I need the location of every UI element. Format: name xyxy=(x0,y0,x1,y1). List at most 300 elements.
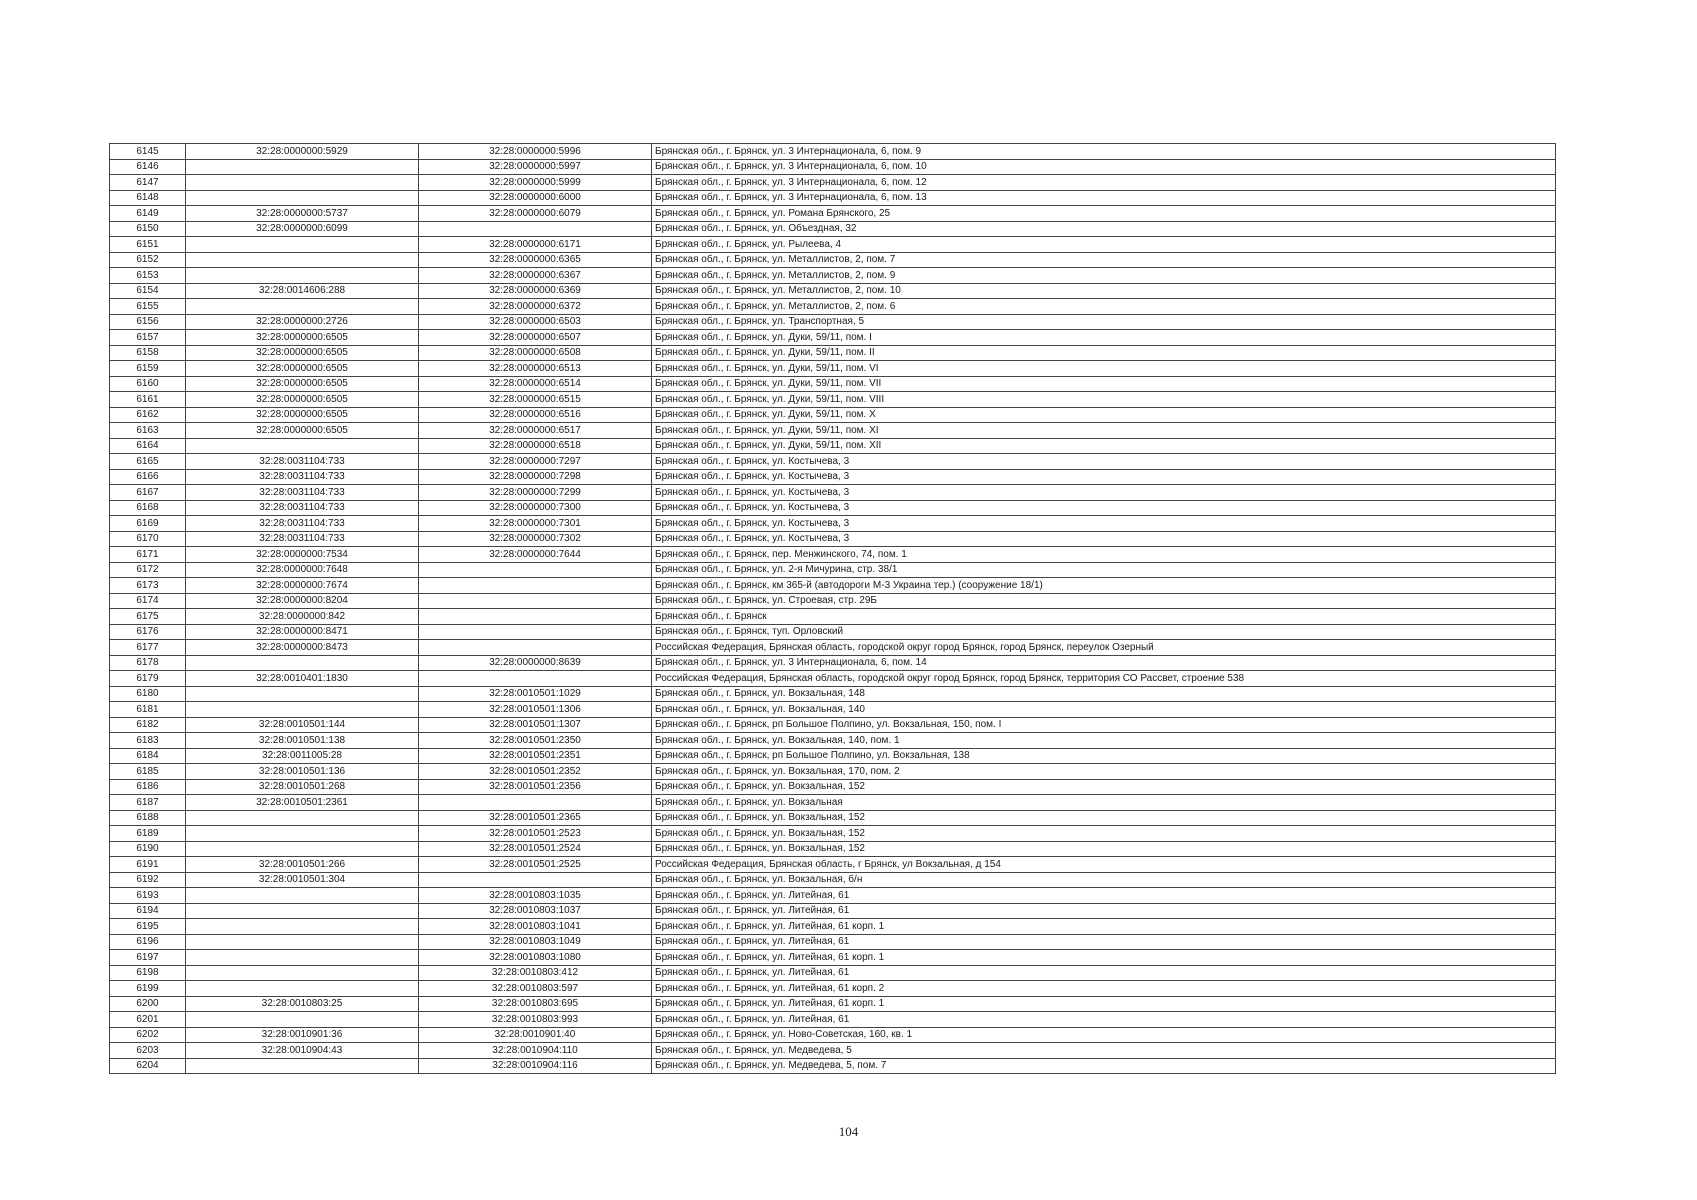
land-cadastral-number-cell xyxy=(186,438,419,454)
land-cadastral-number-cell: 32:28:0010501:2361 xyxy=(186,795,419,811)
row-number-cell: 6150 xyxy=(110,221,186,237)
address-cell: Брянская обл., г. Брянск, ул. Металлистов, 2, пом. 9 xyxy=(652,268,1556,284)
table-row xyxy=(110,345,1556,361)
table-row xyxy=(110,717,1556,733)
row-number-cell: 6189 xyxy=(110,826,186,842)
row-number-cell: 6198 xyxy=(110,965,186,981)
object-cadastral-number-cell: 32:28:0010501:1306 xyxy=(419,702,652,718)
object-cadastral-number-cell: 32:28:0000000:7644 xyxy=(419,547,652,563)
address-cell: Брянская обл., г. Брянск, ул. Рылеева, 4 xyxy=(652,237,1556,253)
row-number-cell: 6185 xyxy=(110,764,186,780)
address-cell: Российская Федерация, Брянская область, городской округ город Брянск, город Брянск, переулок Озерный xyxy=(652,640,1556,656)
land-cadastral-number-cell xyxy=(186,299,419,315)
object-cadastral-number-cell xyxy=(419,795,652,811)
address-cell: Брянская обл., г. Брянск, ул. Дуки, 59/11, пом. VI xyxy=(652,361,1556,377)
object-cadastral-number-cell: 32:28:0000000:6508 xyxy=(419,345,652,361)
table-row xyxy=(110,903,1556,919)
land-cadastral-number-cell: 32:28:0000000:842 xyxy=(186,609,419,625)
row-number-cell: 6181 xyxy=(110,702,186,718)
table-row xyxy=(110,252,1556,268)
table-row xyxy=(110,872,1556,888)
row-number-cell: 6153 xyxy=(110,268,186,284)
row-number-cell: 6166 xyxy=(110,469,186,485)
page-number: 104 xyxy=(838,1124,859,1139)
row-number-cell: 6149 xyxy=(110,206,186,222)
row-number-cell: 6174 xyxy=(110,593,186,609)
land-cadastral-number-cell: 32:28:0031104:733 xyxy=(186,454,419,470)
address-cell: Брянская обл., г. Брянск, ул. Дуки, 59/11, пом. XII xyxy=(652,438,1556,454)
table-row xyxy=(110,888,1556,904)
table-row xyxy=(110,810,1556,826)
address-cell: Российская Федерация, Брянская область, г Брянск, ул Вокзальная, д 154 xyxy=(652,857,1556,873)
row-number-cell: 6147 xyxy=(110,175,186,191)
object-cadastral-number-cell: 32:28:0000000:6513 xyxy=(419,361,652,377)
land-cadastral-number-cell xyxy=(186,950,419,966)
object-cadastral-number-cell: 32:28:0000000:6171 xyxy=(419,237,652,253)
object-cadastral-number-cell: 32:28:0000000:6507 xyxy=(419,330,652,346)
table-row xyxy=(110,934,1556,950)
land-cadastral-number-cell: 32:28:0010501:138 xyxy=(186,733,419,749)
object-cadastral-number-cell: 32:28:0000000:7300 xyxy=(419,500,652,516)
land-cadastral-number-cell xyxy=(186,919,419,935)
object-cadastral-number-cell: 32:28:0010501:2365 xyxy=(419,810,652,826)
table-row xyxy=(110,221,1556,237)
table-row xyxy=(110,175,1556,191)
address-cell: Брянская обл., г. Брянск, ул. Вокзальная, 140, пом. 1 xyxy=(652,733,1556,749)
object-cadastral-number-cell: 32:28:0000000:7298 xyxy=(419,469,652,485)
address-cell: Брянская обл., г. Брянск, ул. Литейная, 61 xyxy=(652,1012,1556,1028)
object-cadastral-number-cell: 32:28:0010501:2350 xyxy=(419,733,652,749)
address-cell: Брянская обл., г. Брянск, ул. Дуки, 59/11, пом. I xyxy=(652,330,1556,346)
row-number-cell: 6193 xyxy=(110,888,186,904)
row-number-cell: 6178 xyxy=(110,655,186,671)
land-cadastral-number-cell: 32:28:0010501:268 xyxy=(186,779,419,795)
row-number-cell: 6184 xyxy=(110,748,186,764)
object-cadastral-number-cell xyxy=(419,578,652,594)
table-row xyxy=(110,826,1556,842)
object-cadastral-number-cell xyxy=(419,609,652,625)
table-row xyxy=(110,841,1556,857)
table-row xyxy=(110,640,1556,656)
row-number-cell: 6175 xyxy=(110,609,186,625)
row-number-cell: 6176 xyxy=(110,624,186,640)
address-cell: Брянская обл., г. Брянск, ул. Дуки, 59/11, пом. VII xyxy=(652,376,1556,392)
row-number-cell: 6148 xyxy=(110,190,186,206)
address-cell: Брянская обл., г. Брянск, ул. Вокзальная, 170, пом. 2 xyxy=(652,764,1556,780)
land-cadastral-number-cell xyxy=(186,826,419,842)
address-cell: Брянская обл., г. Брянск, ул. Вокзальная, 152 xyxy=(652,810,1556,826)
object-cadastral-number-cell: 32:28:0000000:7302 xyxy=(419,531,652,547)
table-row xyxy=(110,578,1556,594)
row-number-cell: 6197 xyxy=(110,950,186,966)
table-row xyxy=(110,237,1556,253)
table-row xyxy=(110,1027,1556,1043)
land-cadastral-number-cell xyxy=(186,702,419,718)
row-number-cell: 6152 xyxy=(110,252,186,268)
object-cadastral-number-cell: 32:28:0000000:7299 xyxy=(419,485,652,501)
table-row xyxy=(110,671,1556,687)
address-cell: Брянская обл., г. Брянск, ул. Дуки, 59/11, пом. VIII xyxy=(652,392,1556,408)
table-row xyxy=(110,919,1556,935)
object-cadastral-number-cell: 32:28:0010901:40 xyxy=(419,1027,652,1043)
address-cell: Брянская обл., г. Брянск, ул. Литейная, 61 xyxy=(652,888,1556,904)
land-cadastral-number-cell: 32:28:0000000:6099 xyxy=(186,221,419,237)
registry-table-body xyxy=(110,144,1556,1074)
land-cadastral-number-cell: 32:28:0010803:25 xyxy=(186,996,419,1012)
row-number-cell: 6202 xyxy=(110,1027,186,1043)
table-row xyxy=(110,423,1556,439)
address-cell: Брянская обл., г. Брянск, ул. Литейная, 61 корп. 1 xyxy=(652,919,1556,935)
land-cadastral-number-cell: 32:28:0000000:5737 xyxy=(186,206,419,222)
object-cadastral-number-cell: 32:28:0000000:6518 xyxy=(419,438,652,454)
table-row xyxy=(110,857,1556,873)
land-cadastral-number-cell: 32:28:0000000:6505 xyxy=(186,330,419,346)
object-cadastral-number-cell: 32:28:0010803:1041 xyxy=(419,919,652,935)
row-number-cell: 6179 xyxy=(110,671,186,687)
address-cell: Брянская обл., г. Брянск, ул. Костычева, 3 xyxy=(652,516,1556,532)
land-cadastral-number-cell xyxy=(186,190,419,206)
land-cadastral-number-cell: 32:28:0010501:144 xyxy=(186,717,419,733)
row-number-cell: 6159 xyxy=(110,361,186,377)
address-cell: Брянская обл., г. Брянск, туп. Орловский xyxy=(652,624,1556,640)
row-number-cell: 6165 xyxy=(110,454,186,470)
address-cell: Брянская обл., г. Брянск, ул. Литейная, 61 xyxy=(652,934,1556,950)
table-row xyxy=(110,299,1556,315)
land-cadastral-number-cell: 32:28:0010501:304 xyxy=(186,872,419,888)
land-cadastral-number-cell xyxy=(186,237,419,253)
table-row xyxy=(110,330,1556,346)
address-cell: Брянская обл., г. Брянск, ул. Вокзальная, 148 xyxy=(652,686,1556,702)
object-cadastral-number-cell: 32:28:0000000:8639 xyxy=(419,655,652,671)
object-cadastral-number-cell: 32:28:0010803:1035 xyxy=(419,888,652,904)
land-cadastral-number-cell: 32:28:0000000:2726 xyxy=(186,314,419,330)
address-cell: Брянская обл., г. Брянск, ул. Вокзальная, 152 xyxy=(652,826,1556,842)
table-row xyxy=(110,702,1556,718)
address-cell: Брянская обл., г. Брянск, ул. Металлистов, 2, пом. 6 xyxy=(652,299,1556,315)
land-cadastral-number-cell: 32:28:0000000:8204 xyxy=(186,593,419,609)
row-number-cell: 6192 xyxy=(110,872,186,888)
land-cadastral-number-cell: 32:28:0000000:7648 xyxy=(186,562,419,578)
object-cadastral-number-cell: 32:28:0000000:5999 xyxy=(419,175,652,191)
land-cadastral-number-cell xyxy=(186,159,419,175)
row-number-cell: 6199 xyxy=(110,981,186,997)
address-cell: Брянская обл., г. Брянск, рп Большое Полпино, ул. Вокзальная, 138 xyxy=(652,748,1556,764)
address-cell: Брянская обл., г. Брянск, ул. Литейная, 61 корп. 2 xyxy=(652,981,1556,997)
table-row xyxy=(110,454,1556,470)
land-cadastral-number-cell: 32:28:0031104:733 xyxy=(186,500,419,516)
land-cadastral-number-cell: 32:28:0000000:6505 xyxy=(186,376,419,392)
object-cadastral-number-cell: 32:28:0000000:5997 xyxy=(419,159,652,175)
address-cell: Брянская обл., г. Брянск, ул. Литейная, 61 корп. 1 xyxy=(652,950,1556,966)
land-cadastral-number-cell: 32:28:0011005:28 xyxy=(186,748,419,764)
object-cadastral-number-cell: 32:28:0010501:2524 xyxy=(419,841,652,857)
table-row xyxy=(110,159,1556,175)
object-cadastral-number-cell: 32:28:0010904:116 xyxy=(419,1058,652,1074)
row-number-cell: 6167 xyxy=(110,485,186,501)
object-cadastral-number-cell: 32:28:0010803:695 xyxy=(419,996,652,1012)
address-cell: Брянская обл., г. Брянск, ул. Вокзальная xyxy=(652,795,1556,811)
object-cadastral-number-cell: 32:28:0010803:412 xyxy=(419,965,652,981)
row-number-cell: 6180 xyxy=(110,686,186,702)
land-cadastral-number-cell xyxy=(186,252,419,268)
object-cadastral-number-cell xyxy=(419,640,652,656)
table-row xyxy=(110,547,1556,563)
row-number-cell: 6177 xyxy=(110,640,186,656)
address-cell: Брянская обл., г. Брянск, ул. Объездная, 32 xyxy=(652,221,1556,237)
address-cell: Брянская обл., г. Брянск, ул. Транспортная, 5 xyxy=(652,314,1556,330)
table-row xyxy=(110,748,1556,764)
object-cadastral-number-cell: 32:28:0000000:6503 xyxy=(419,314,652,330)
table-row xyxy=(110,407,1556,423)
land-cadastral-number-cell xyxy=(186,903,419,919)
land-cadastral-number-cell: 32:28:0031104:733 xyxy=(186,469,419,485)
address-cell: Брянская обл., г. Брянск, ул. Костычева, 3 xyxy=(652,469,1556,485)
table-row xyxy=(110,609,1556,625)
object-cadastral-number-cell: 32:28:0010803:1080 xyxy=(419,950,652,966)
row-number-cell: 6160 xyxy=(110,376,186,392)
object-cadastral-number-cell xyxy=(419,562,652,578)
object-cadastral-number-cell: 32:28:0000000:6517 xyxy=(419,423,652,439)
land-cadastral-number-cell xyxy=(186,810,419,826)
table-row xyxy=(110,733,1556,749)
row-number-cell: 6168 xyxy=(110,500,186,516)
object-cadastral-number-cell: 32:28:0000000:6369 xyxy=(419,283,652,299)
row-number-cell: 6161 xyxy=(110,392,186,408)
object-cadastral-number-cell: 32:28:0010803:993 xyxy=(419,1012,652,1028)
row-number-cell: 6155 xyxy=(110,299,186,315)
table-row xyxy=(110,206,1556,222)
address-cell: Брянская обл., г. Брянск, ул. Металлистов, 2, пом. 10 xyxy=(652,283,1556,299)
address-cell: Брянская обл., г. Брянск, ул. Литейная, 61 корп. 1 xyxy=(652,996,1556,1012)
table-row xyxy=(110,686,1556,702)
land-cadastral-number-cell: 32:28:0000000:6505 xyxy=(186,423,419,439)
land-cadastral-number-cell xyxy=(186,888,419,904)
table-row xyxy=(110,965,1556,981)
table-row xyxy=(110,361,1556,377)
land-cadastral-number-cell: 32:28:0014606:288 xyxy=(186,283,419,299)
row-number-cell: 6146 xyxy=(110,159,186,175)
row-number-cell: 6173 xyxy=(110,578,186,594)
table-row xyxy=(110,392,1556,408)
table-row xyxy=(110,996,1556,1012)
row-number-cell: 6158 xyxy=(110,345,186,361)
address-cell: Брянская обл., г. Брянск, ул. Медведева, 5 xyxy=(652,1043,1556,1059)
address-cell: Российская Федерация, Брянская область, городской округ город Брянск, город Брянск, территория СО Рассвет, строение 538 xyxy=(652,671,1556,687)
table-row xyxy=(110,655,1556,671)
table-row xyxy=(110,593,1556,609)
table-row xyxy=(110,268,1556,284)
land-cadastral-number-cell: 32:28:0031104:733 xyxy=(186,531,419,547)
object-cadastral-number-cell: 32:28:0000000:7297 xyxy=(419,454,652,470)
address-cell: Брянская обл., г. Брянск, ул. Костычева, 3 xyxy=(652,500,1556,516)
table-row xyxy=(110,469,1556,485)
address-cell: Брянская обл., г. Брянск, ул. 3 Интернационала, 6, пом. 14 xyxy=(652,655,1556,671)
table-row xyxy=(110,438,1556,454)
row-number-cell: 6157 xyxy=(110,330,186,346)
table-row xyxy=(110,795,1556,811)
object-cadastral-number-cell: 32:28:0010501:2351 xyxy=(419,748,652,764)
address-cell: Брянская обл., г. Брянск, ул. Дуки, 59/11, пом. X xyxy=(652,407,1556,423)
table-row xyxy=(110,981,1556,997)
address-cell: Брянская обл., г. Брянск, ул. Костычева, 3 xyxy=(652,531,1556,547)
address-cell: Брянская обл., г. Брянск, ул. Металлистов, 2, пом. 7 xyxy=(652,252,1556,268)
row-number-cell: 6187 xyxy=(110,795,186,811)
object-cadastral-number-cell: 32:28:0000000:6516 xyxy=(419,407,652,423)
object-cadastral-number-cell: 32:28:0010803:597 xyxy=(419,981,652,997)
table-row xyxy=(110,144,1556,160)
row-number-cell: 6196 xyxy=(110,934,186,950)
object-cadastral-number-cell: 32:28:0010501:2523 xyxy=(419,826,652,842)
address-cell: Брянская обл., г. Брянск, ул. 3 Интернационала, 6, пом. 10 xyxy=(652,159,1556,175)
table-row xyxy=(110,764,1556,780)
address-cell: Брянская обл., г. Брянск, ул. Вокзальная, 152 xyxy=(652,841,1556,857)
address-cell: Брянская обл., г. Брянск, ул. Вокзальная, 140 xyxy=(652,702,1556,718)
address-cell: Брянская обл., г. Брянск, ул. Медведева, 5, пом. 7 xyxy=(652,1058,1556,1074)
land-cadastral-number-cell: 32:28:0031104:733 xyxy=(186,485,419,501)
land-cadastral-number-cell: 32:28:0031104:733 xyxy=(186,516,419,532)
row-number-cell: 6200 xyxy=(110,996,186,1012)
row-number-cell: 6156 xyxy=(110,314,186,330)
row-number-cell: 6201 xyxy=(110,1012,186,1028)
table-row xyxy=(110,485,1556,501)
row-number-cell: 6183 xyxy=(110,733,186,749)
land-cadastral-number-cell xyxy=(186,1012,419,1028)
object-cadastral-number-cell xyxy=(419,593,652,609)
land-cadastral-number-cell xyxy=(186,1058,419,1074)
address-cell: Брянская обл., г. Брянск, ул. Дуки, 59/11, пом. XI xyxy=(652,423,1556,439)
table-row xyxy=(110,314,1556,330)
address-cell: Брянская обл., г. Брянск, ул. Вокзальная, 152 xyxy=(652,779,1556,795)
table-row xyxy=(110,516,1556,532)
object-cadastral-number-cell: 32:28:0010501:2352 xyxy=(419,764,652,780)
address-cell: Брянская обл., г. Брянск, пер. Менжинского, 74, пом. 1 xyxy=(652,547,1556,563)
row-number-cell: 6170 xyxy=(110,531,186,547)
address-cell: Брянская обл., г. Брянск xyxy=(652,609,1556,625)
address-cell: Брянская обл., г. Брянск, рп Большое Полпино, ул. Вокзальная, 150, пом. I xyxy=(652,717,1556,733)
land-cadastral-number-cell xyxy=(186,841,419,857)
land-cadastral-number-cell: 32:28:0010501:136 xyxy=(186,764,419,780)
address-cell: Брянская обл., г. Брянск, ул. Костычева, 3 xyxy=(652,485,1556,501)
row-number-cell: 6162 xyxy=(110,407,186,423)
address-cell: Брянская обл., г. Брянск, ул. 2-я Мичурина, стр. 38/1 xyxy=(652,562,1556,578)
table-row xyxy=(110,283,1556,299)
row-number-cell: 6145 xyxy=(110,144,186,160)
address-cell: Брянская обл., г. Брянск, ул. Литейная, 61 xyxy=(652,965,1556,981)
object-cadastral-number-cell: 32:28:0000000:6365 xyxy=(419,252,652,268)
table-row xyxy=(110,190,1556,206)
land-cadastral-number-cell: 32:28:0000000:8473 xyxy=(186,640,419,656)
address-cell: Брянская обл., г. Брянск, ул. Вокзальная, б/н xyxy=(652,872,1556,888)
table-row xyxy=(110,624,1556,640)
row-number-cell: 6169 xyxy=(110,516,186,532)
address-cell: Брянская обл., г. Брянск, ул. Костычева, 3 xyxy=(652,454,1556,470)
land-cadastral-number-cell: 32:28:0010501:266 xyxy=(186,857,419,873)
object-cadastral-number-cell: 32:28:0010904:110 xyxy=(419,1043,652,1059)
land-cadastral-number-cell xyxy=(186,175,419,191)
row-number-cell: 6194 xyxy=(110,903,186,919)
address-cell: Брянская обл., г. Брянск, км 365-й (автодороги М-3 Украина тер.) (сооружение 18/1) xyxy=(652,578,1556,594)
object-cadastral-number-cell: 32:28:0000000:6079 xyxy=(419,206,652,222)
object-cadastral-number-cell xyxy=(419,624,652,640)
object-cadastral-number-cell: 32:28:0010501:2525 xyxy=(419,857,652,873)
land-cadastral-number-cell xyxy=(186,686,419,702)
object-cadastral-number-cell: 32:28:0000000:5996 xyxy=(419,144,652,160)
object-cadastral-number-cell: 32:28:0010501:1029 xyxy=(419,686,652,702)
address-cell: Брянская обл., г. Брянск, ул. Строевая, стр. 29Б xyxy=(652,593,1556,609)
table-row xyxy=(110,562,1556,578)
land-cadastral-number-cell xyxy=(186,981,419,997)
land-cadastral-number-cell: 32:28:0000000:6505 xyxy=(186,345,419,361)
object-cadastral-number-cell: 32:28:0000000:6515 xyxy=(419,392,652,408)
address-cell: Брянская обл., г. Брянск, ул. 3 Интернационала, 6, пом. 9 xyxy=(652,144,1556,160)
object-cadastral-number-cell: 32:28:0010803:1049 xyxy=(419,934,652,950)
row-number-cell: 6182 xyxy=(110,717,186,733)
row-number-cell: 6163 xyxy=(110,423,186,439)
object-cadastral-number-cell xyxy=(419,221,652,237)
address-cell: Брянская обл., г. Брянск, ул. Литейная, 61 xyxy=(652,903,1556,919)
row-number-cell: 6195 xyxy=(110,919,186,935)
object-cadastral-number-cell: 32:28:0000000:7301 xyxy=(419,516,652,532)
table-row xyxy=(110,1012,1556,1028)
object-cadastral-number-cell: 32:28:0000000:6367 xyxy=(419,268,652,284)
table-row xyxy=(110,779,1556,795)
object-cadastral-number-cell xyxy=(419,671,652,687)
table-row xyxy=(110,531,1556,547)
object-cadastral-number-cell: 32:28:0010501:1307 xyxy=(419,717,652,733)
address-cell: Брянская обл., г. Брянск, ул. 3 Интернационала, 6, пом. 12 xyxy=(652,175,1556,191)
row-number-cell: 6151 xyxy=(110,237,186,253)
object-cadastral-number-cell: 32:28:0010501:2356 xyxy=(419,779,652,795)
row-number-cell: 6203 xyxy=(110,1043,186,1059)
address-cell: Брянская обл., г. Брянск, ул. Романа Брянского, 25 xyxy=(652,206,1556,222)
land-cadastral-number-cell: 32:28:0000000:6505 xyxy=(186,407,419,423)
row-number-cell: 6188 xyxy=(110,810,186,826)
land-cadastral-number-cell: 32:28:0010904:43 xyxy=(186,1043,419,1059)
land-cadastral-number-cell: 32:28:0000000:5929 xyxy=(186,144,419,160)
land-cadastral-number-cell: 32:28:0000000:6505 xyxy=(186,361,419,377)
land-cadastral-number-cell: 32:28:0000000:7674 xyxy=(186,578,419,594)
row-number-cell: 6154 xyxy=(110,283,186,299)
row-number-cell: 6191 xyxy=(110,857,186,873)
land-cadastral-number-cell: 32:28:0000000:7534 xyxy=(186,547,419,563)
row-number-cell: 6204 xyxy=(110,1058,186,1074)
address-cell: Брянская обл., г. Брянск, ул. Ново-Советская, 160, кв. 1 xyxy=(652,1027,1556,1043)
address-cell: Брянская обл., г. Брянск, ул. 3 Интернационала, 6, пом. 13 xyxy=(652,190,1556,206)
row-number-cell: 6186 xyxy=(110,779,186,795)
property-registry-table xyxy=(109,143,1556,1074)
land-cadastral-number-cell: 32:28:0010401:1830 xyxy=(186,671,419,687)
object-cadastral-number-cell: 32:28:0000000:6372 xyxy=(419,299,652,315)
row-number-cell: 6164 xyxy=(110,438,186,454)
land-cadastral-number-cell: 32:28:0000000:8471 xyxy=(186,624,419,640)
row-number-cell: 6171 xyxy=(110,547,186,563)
object-cadastral-number-cell: 32:28:0000000:6000 xyxy=(419,190,652,206)
table-row xyxy=(110,500,1556,516)
object-cadastral-number-cell xyxy=(419,872,652,888)
row-number-cell: 6172 xyxy=(110,562,186,578)
table-row xyxy=(110,1043,1556,1059)
table-row xyxy=(110,376,1556,392)
table-row xyxy=(110,950,1556,966)
land-cadastral-number-cell: 32:28:0010901:36 xyxy=(186,1027,419,1043)
land-cadastral-number-cell xyxy=(186,965,419,981)
land-cadastral-number-cell: 32:28:0000000:6505 xyxy=(186,392,419,408)
object-cadastral-number-cell: 32:28:0010803:1037 xyxy=(419,903,652,919)
land-cadastral-number-cell xyxy=(186,655,419,671)
table-row xyxy=(110,1058,1556,1074)
row-number-cell: 6190 xyxy=(110,841,186,857)
land-cadastral-number-cell xyxy=(186,268,419,284)
